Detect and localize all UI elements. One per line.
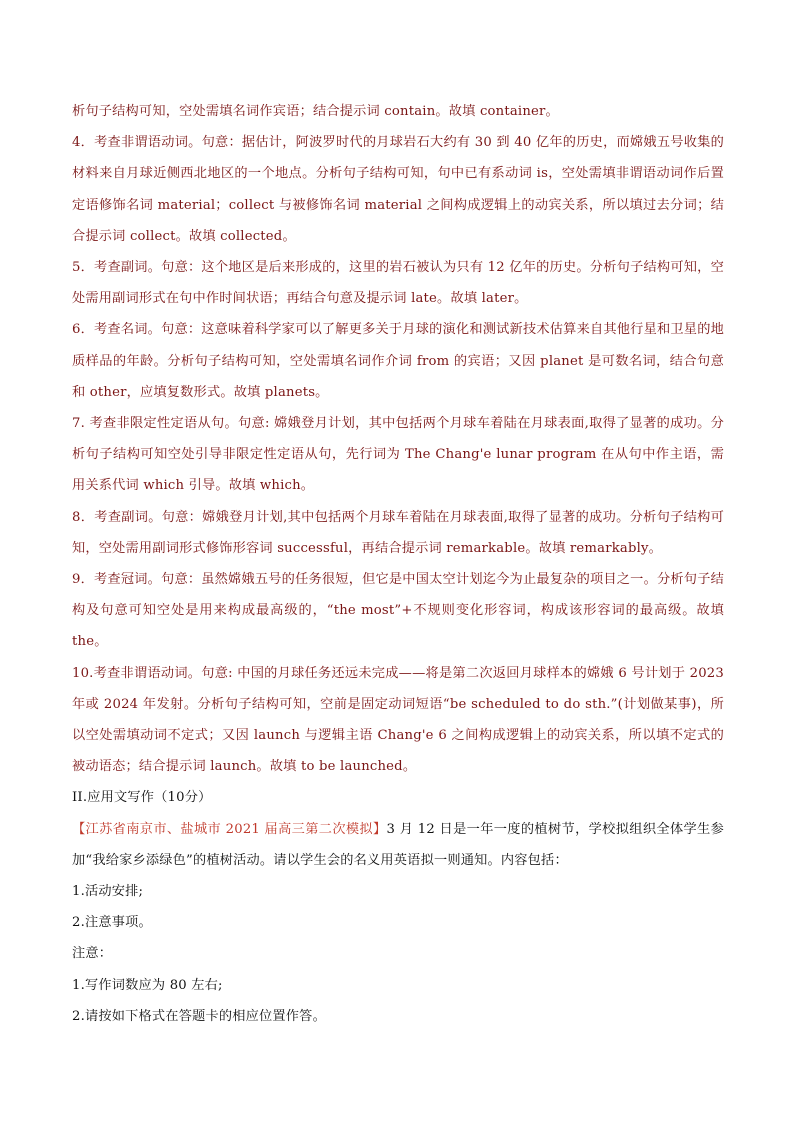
writing-section-heading: II.应用文写作（10分） [72, 790, 212, 806]
explanation-4: 4．考查非谓语动词。句意：据估计，阿波罗时代的月球岩石大约有 30 到 40 亿年的历史，而嫦娥五号收集的材料来自月球近侧西北地区的一个地点。分析句子结构可知，句中已有系动词 is，空处需填非谓语动词作后置定语修饰名词 material；collect 与被修饰名词 material 之间构成逻辑上的动宾关系，所以填过去分词；结合提示词 collect。故填 collected。 [72, 135, 724, 244]
explanation-10: 10.考查非谓语动词。句意: 中国的月球任务还远未完成——将是第二次返回月球样本的嫦娥 6 号计划于 2023 年或 2024 年发射。分析句子结构可知，空前是固定动词短语“be scheduled to do sth.”(计划做某事)，所以空处需填动词不定式；又因 launch 与逻辑主语 Chang'e 6 之间构成逻辑上的动宾关系，所以填不定式的被动语态；结合提示词 launch。故填 to be launched。 [72, 665, 724, 775]
source-tag: 【江苏省南京市、盐城市 2021 届高三第二次模拟】 [72, 821, 387, 837]
note-item: 2.请按如下格式在答题卡的相应位置作答。 [72, 1008, 326, 1024]
explanation-8: 8．考查副词。句意：嫦娥登月计划,其中包括两个月球车着陆在月球表面,取得了显著的成功。分析句子结构可知，空处需用副词形式修饰形容词 successful，再结合提示词 remarkable。故填 remarkably。 [72, 509, 724, 556]
explanation-6: 6．考查名词。句意：这意味着科学家可以了解更多关于月球的演化和测试新技术估算来自其他行星和卫星的地质样品的年龄。分析句子结构可知，空处需填名词作介词 from 的宾语；又因 planet 是可数名词，结合句意和 other，应填复数形式。故填 planets。 [72, 322, 724, 400]
explanation-3-tail: 析句子结构可知，空处需填名词作宾语；结合提示词 contain。故填 container。 [72, 104, 559, 119]
note-item: 1.写作词数应为 80 左右; [72, 977, 223, 993]
writing-prompt [72, 814, 724, 876]
content-point: 1.活动安排; [72, 884, 144, 900]
explanation-5: 5．考查副词。句意：这个地区是后来形成的，这里的岩石被认为只有 12 亿年的历史。分析句子结构可知，空处需用副词形式在句中作时间状语；再结合句意及提示词 late。故填 later。 [72, 260, 724, 307]
prompt-text: 3 月 12 日是一年一度的植树节，学校拟组织全体学生参加“我给家乡添绿色”的植树活动。请以学生会的名义用英语拟一则通知。内容包括： [72, 821, 724, 868]
document-page [72, 96, 724, 1032]
note-label: 注意： [72, 946, 113, 962]
explanation-7: 7. 考查非限定性定语从句。句意: 嫦娥登月计划，其中包括两个月球车着陆在月球表面,取得了显著的成功。分析句子结构可知空处引导非限定性定语从句，先行词为 The Chang'e lunar program 在从句中作主语，需用关系代词 which 引导。故填 which。 [72, 416, 724, 494]
explanation-9: 9．考查冠词。句意：虽然嫦娥五号的任务很短，但它是中国太空计划迄今为止最复杂的项目之一。分析句子结构及句意可知空处是用来构成最高级的，“the most”+不规则变化形容词，构成该形容词的最高级。故填 the。 [72, 572, 724, 650]
content-point: 2.注意事项。 [72, 915, 152, 931]
